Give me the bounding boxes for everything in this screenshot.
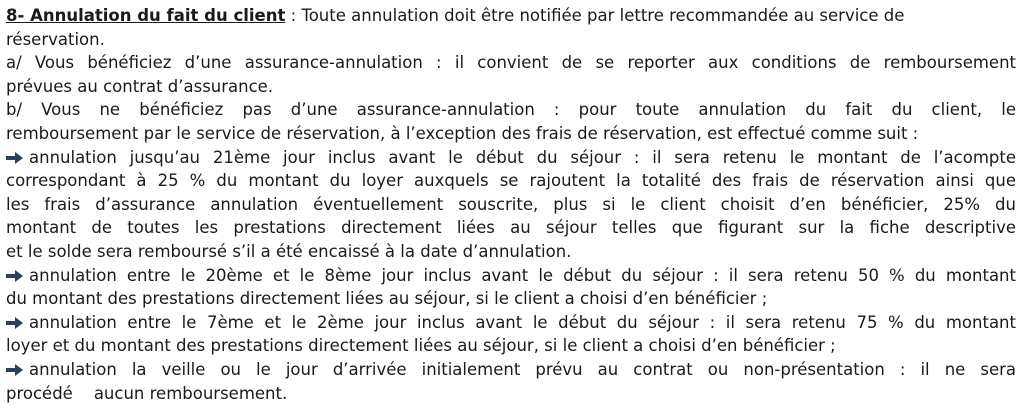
bullet-1-line-2: correspondant à 25 % du montant du loyer auxquels se rajoutent la totalité des frais de réservation ainsi que — [6, 171, 1016, 191]
item-a-line-2: prévues au contrat d’assurance. — [6, 76, 274, 96]
bullet-1-line-4: montant de toutes les prestations directement liées au séjour telles que figurant sur la fiche descriptive — [6, 218, 1016, 238]
arrow-right-icon — [6, 152, 23, 164]
bullet-3-line-1 — [6, 311, 1016, 335]
arrow-right-icon — [6, 364, 23, 376]
bullet-1-line-5: et le solde sera remboursé s’il a été encaissé à la date d’annulation. — [6, 241, 572, 261]
section-intro: Toute annulation doit être notifiée par lettre recommandée au service de — [301, 6, 905, 25]
bullet-text: annulation jusqu’au 21ème jour inclus avant le début du séjour : il sera retenu le montant de l’acompte — [29, 147, 1016, 167]
bullet-1-line-1 — [6, 146, 1016, 170]
item-b-line-2: remboursement par le service de réservation, à l’exception des frais de réservation, est effectué comme suit : — [6, 123, 919, 143]
arrow-right-icon — [6, 270, 23, 282]
bullet-4-line-2: procédé aucun remboursement. — [6, 383, 288, 403]
arrow-right-icon — [6, 317, 23, 329]
section-intro-continuation: réservation. — [6, 29, 105, 49]
section-heading-line — [6, 4, 1016, 28]
bullet-1-line-3: les frais d’assurance annulation éventuellement souscrite, plus si le client choisit d’en bénéficier, 25% du — [6, 194, 1016, 214]
bullet-2-line-1 — [6, 264, 1016, 288]
bullet-text: annulation la veille ou le jour d’arrivée initialement prévu au contrat ou non-présentation : il ne sera — [29, 359, 1016, 379]
bullet-4-line-1 — [6, 358, 1016, 382]
item-a-line-1: a/ Vous bénéficiez d’une assurance-annulation : il convient de se reporter aux conditions de remboursement — [6, 53, 1016, 73]
bullet-text: annulation entre le 20ème et le 8ème jour inclus avant le début du séjour : il sera retenu 50 % du montant — [29, 265, 1016, 285]
bullet-3-line-2: loyer et du montant des prestations directement liées au séjour, si le client a choisi d’en bénéficier ; — [6, 336, 836, 356]
bullet-2-line-2: du montant des prestations directement liées au séjour, si le client a choisi d’en bénéficier ; — [6, 289, 768, 309]
item-b-line-1: b/ Vous ne bénéficiez pas d’une assurance-annulation : pour toute annulation du fait du client, le — [6, 100, 1016, 120]
section-title: 8- Annulation du fait du client — [6, 6, 286, 25]
cancellation-policy-document — [6, 4, 1016, 405]
bullet-text: annulation entre le 7ème et le 2ème jour inclus avant le début du séjour : il sera retenu 75 % du montant — [29, 312, 1016, 332]
section-title-separator: : — [285, 6, 302, 25]
